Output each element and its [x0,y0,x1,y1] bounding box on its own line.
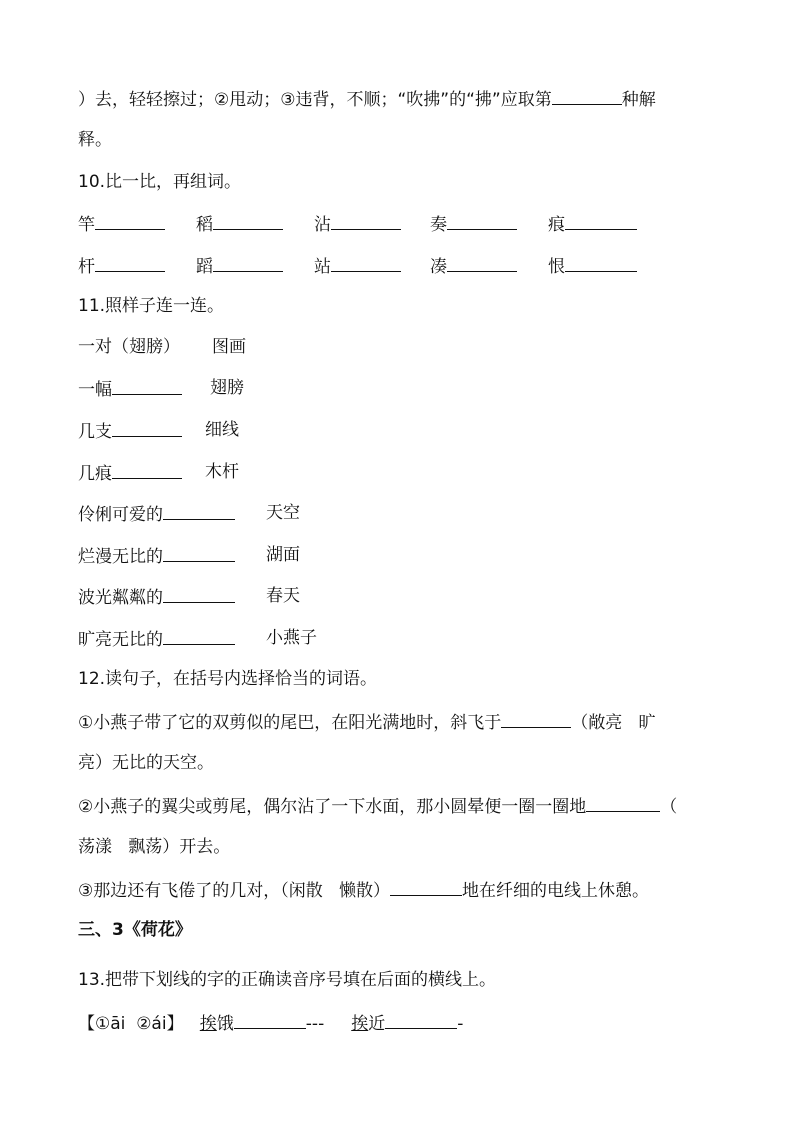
q9-line-2 [78,128,112,152]
q11-row-right: 翅膀 [210,378,244,398]
q10-blank[interactable] [331,211,401,230]
q12-title: 12.读句子，在括号内选择恰当的词语。 [78,669,378,689]
q9-text-b: 种解 [621,90,656,110]
q11-blank[interactable] [163,626,235,645]
q12-s2-paren: （ [660,797,678,817]
q10-blank[interactable] [95,211,165,230]
q13-blank-2[interactable] [385,1010,457,1029]
q11-row-left [78,543,235,569]
q10-row2-item [430,253,517,279]
q9-text-end: 释。 [78,130,112,150]
q11-row-right: 小燕子 [266,628,317,648]
q10-row1-item [548,211,637,237]
q10-char: 凑 [430,257,447,277]
q11-blank[interactable] [163,584,235,603]
q13-underlined-char: 挨 [351,1014,369,1034]
q12-s1-choices: （敞亮 旷 [571,713,656,733]
q10-row1-item [430,211,517,237]
q11-row-right: 天空 [266,503,300,523]
q12-s2-text: ②小燕子的翼尖或剪尾，偶尔沾了一下水面，那小圆晕便一圈一圈地 [78,797,587,817]
q11-phrase: 几支 [78,422,112,442]
q11-blank[interactable] [163,543,235,562]
q10-blank[interactable] [213,253,283,272]
q11-phrase: 伶俐可爱的 [78,505,163,525]
q12-s1-blank[interactable] [501,709,571,728]
q10-char: 奏 [430,215,447,235]
q13-blank-1[interactable] [234,1010,306,1029]
q10-char: 恨 [548,257,565,277]
q12-s2-blank[interactable] [586,793,660,812]
q12-sentence-1 [78,709,655,735]
q11-row-left [78,418,182,444]
q11-row-right: 细线 [205,420,239,440]
q13-underlined-char: 挨 [199,1014,217,1034]
q11-row-left [78,584,235,610]
q11-phrase: 旷亮无比的 [78,630,163,650]
q10-row1-item [78,211,165,237]
q13-word-rest: 近 [368,1014,386,1034]
q11-blank[interactable] [112,460,182,479]
q11-title: 11.照样子连一连。 [78,296,225,316]
q10-blank[interactable] [447,253,517,272]
q11-blank[interactable] [112,376,182,395]
q13-word-rest: 饿 [216,1014,234,1034]
q10-row1-item [314,211,401,237]
q11-blank[interactable] [163,501,235,520]
q10-title: 10.比一比，再组词。 [78,172,242,192]
q11-phrase: 波光粼粼的 [78,588,163,608]
q11-row-left [78,501,235,527]
q11-blank[interactable] [112,418,182,437]
q11-phrase: 几痕 [78,464,112,484]
q10-row2-item [196,253,283,279]
q11-example-left: 一对（翅膀） [78,337,180,357]
q10-blank[interactable] [95,253,165,272]
q11-row-right: 湖面 [266,545,300,565]
q11-row-right: 木杆 [205,462,239,482]
q10-char: 稻 [196,215,213,235]
q10-blank[interactable] [331,253,401,272]
q13-answer-row [78,1010,463,1036]
q13-title: 13.把带下划线的字的正确读音序号填在后面的横线上。 [78,970,497,990]
q10-row1-item [196,211,283,237]
q9-text-a: ）去，轻轻擦过；②甩动；③违背，不顺；“吹拂”的“拂”应取第 [78,90,552,110]
q10-char: 竿 [78,215,95,235]
q10-row2-item [78,253,165,279]
q11-row-left [78,626,235,652]
q12-s1-text: ①小燕子带了它的双剪似的尾巴，在阳光满地时，斜飞于 [78,713,502,733]
q13-separator: - [457,1014,464,1034]
q9-answer-blank[interactable] [552,86,622,105]
q10-row2-item [314,253,401,279]
q13-separator: --- [305,1014,325,1034]
q12-s3-blank[interactable] [390,877,462,896]
q10-char: 杆 [78,257,95,277]
q12-sentence-3 [78,877,649,903]
q12-sentence-2 [78,793,677,819]
q10-blank[interactable] [565,211,637,230]
q11-example-right: 图画 [212,337,246,357]
q10-blank[interactable] [447,211,517,230]
q10-char: 痕 [548,215,565,235]
q12-s3-text-end: 地在纤细的电线上休憩。 [461,881,649,901]
q11-phrase: 烂漫无比的 [78,547,163,567]
q10-row2-item [548,253,637,279]
q10-blank[interactable] [213,211,283,230]
q12-sentence-1-cont: 亮）无比的天空。 [78,753,214,773]
q11-phrase: 一幅 [78,380,112,400]
q10-char: 站 [314,257,331,277]
q10-blank[interactable] [565,253,637,272]
q10-char: 蹈 [196,257,213,277]
q12-s3-text: ③那边还有飞倦了的几对，（闲散 懒散） [78,881,390,901]
q11-row-left [78,376,182,402]
q11-row-left [78,460,182,486]
q10-char: 沾 [314,215,331,235]
q11-row-right: 春天 [266,586,300,606]
q13-pinyin-options: 【①āi ②ái】 [78,1014,184,1034]
q12-sentence-2-cont: 荡漾 飘荡）开去。 [78,837,231,857]
section-title: 三、3《荷花》 [78,920,192,940]
q9-line-1 [78,86,656,112]
